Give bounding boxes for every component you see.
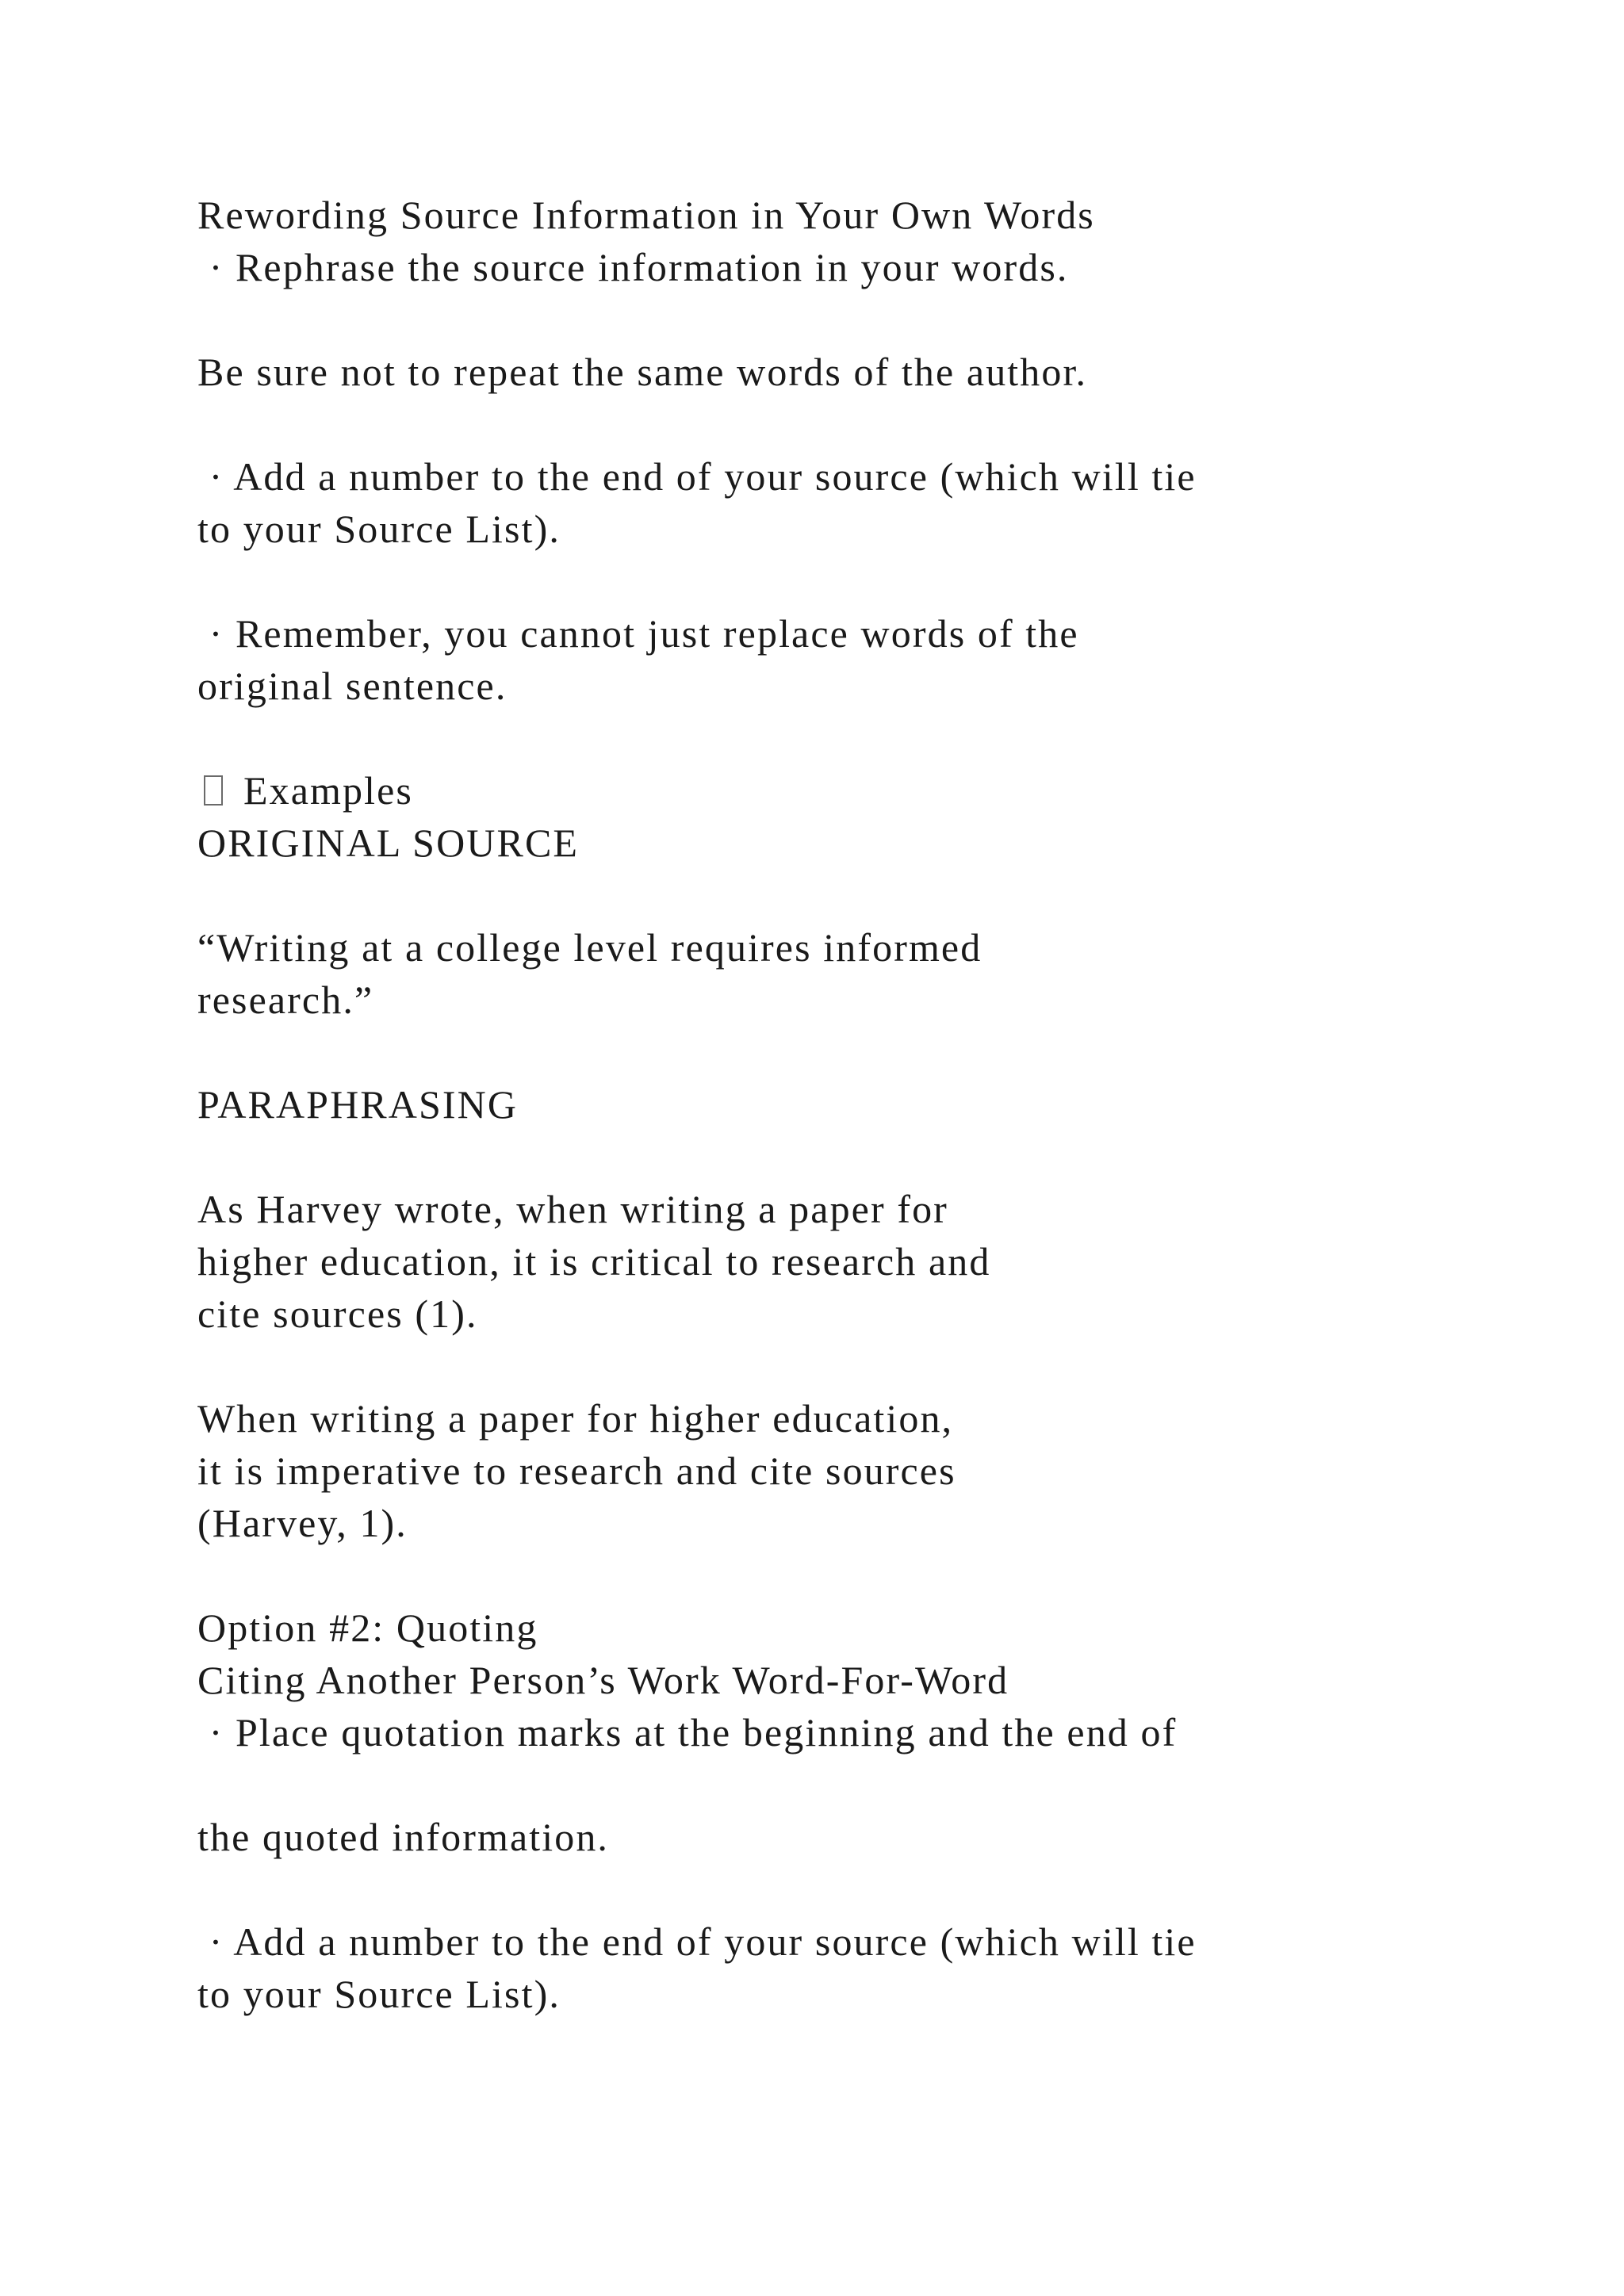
blank-line <box>197 398 1545 450</box>
instruction-not-repeat: Be sure not to repeat the same words of the author. <box>197 350 1088 394</box>
missing-glyph-icon <box>204 775 223 806</box>
blank-line <box>197 712 1545 764</box>
bullet-add-number-line-2: to your Source List). <box>197 507 561 551</box>
examples-row <box>197 764 1545 817</box>
original-quote-line-2: research.” <box>197 978 374 1022</box>
bullet-add-number-2-line-1: · Add a number to the end of your source (which will tie <box>197 1919 1197 1964</box>
blank-line <box>197 1340 1545 1392</box>
original-source-heading: ORIGINAL SOURCE <box>197 821 580 865</box>
document-body <box>197 189 1545 2020</box>
paraphrase-example-2-line-3: (Harvey, 1). <box>197 1501 408 1545</box>
blank-line <box>197 1758 1545 1811</box>
paraphrase-example-1-line-1: As Harvey wrote, when writing a paper for <box>197 1187 948 1231</box>
bullet-remember-line-2: original sentence. <box>197 664 508 708</box>
examples-label: Examples <box>243 768 413 813</box>
blank-line <box>197 1549 1545 1601</box>
section-title: Rewording Source Information in Your Own Words <box>197 193 1095 237</box>
bullet-add-number-line-1: · Add a number to the end of your source (which will tie <box>197 454 1197 499</box>
bullet-place-quotes-line-1: · Place quotation marks at the beginning and the end of <box>197 1710 1178 1755</box>
paraphrase-example-2-line-2: it is imperative to research and cite sources <box>197 1448 956 1493</box>
paraphrase-example-2-line-1: When writing a paper for higher education, <box>197 1396 954 1441</box>
blank-line <box>197 1863 1545 1915</box>
option-2-heading: Option #2: Quoting <box>197 1605 538 1650</box>
paraphrase-example-1-line-2: higher education, it is critical to research and <box>197 1239 991 1284</box>
blank-line <box>197 1131 1545 1183</box>
blank-line <box>197 869 1545 921</box>
paraphrase-example-1-line-3: cite sources (1). <box>197 1292 478 1336</box>
blank-line <box>197 555 1545 607</box>
citing-heading: Citing Another Person’s Work Word-For-Word <box>197 1658 1009 1702</box>
bullet-place-quotes-line-2: the quoted information. <box>197 1815 610 1859</box>
blank-line <box>197 1026 1545 1078</box>
bullet-add-number-2-line-2: to your Source List). <box>197 1972 561 2016</box>
original-quote-line-1: “Writing at a college level requires informed <box>197 925 982 970</box>
blank-line <box>197 293 1545 346</box>
bullet-rephrase: · Rephrase the source information in your words. <box>197 245 1069 289</box>
bullet-remember-line-1: · Remember, you cannot just replace words of the <box>197 611 1079 656</box>
paraphrasing-heading: PARAPHRASING <box>197 1082 519 1127</box>
